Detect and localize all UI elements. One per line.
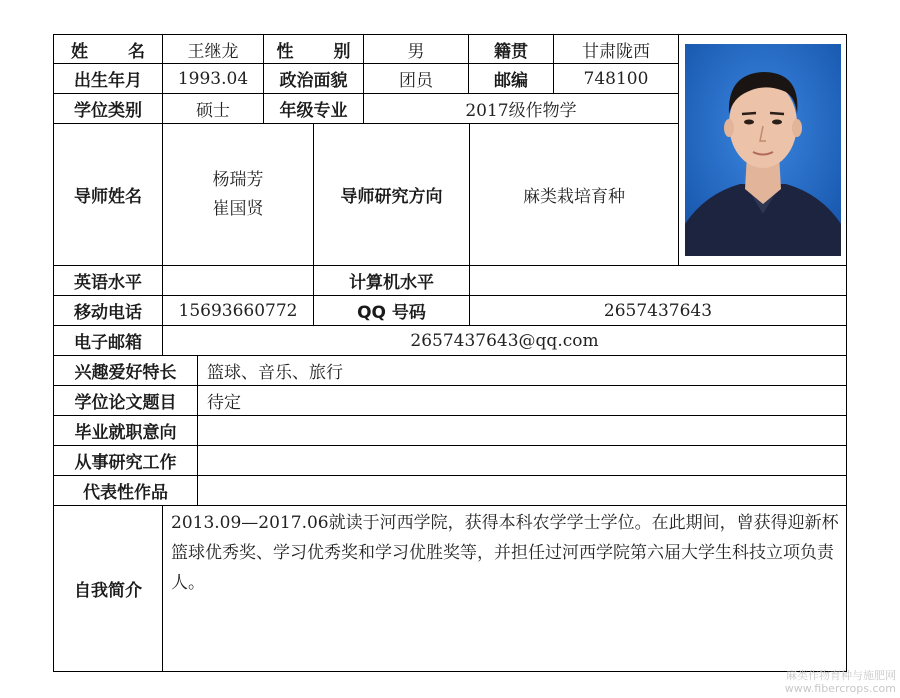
watermark-line-2: www.fibercrops.com [784,682,896,695]
intro-label: 自我简介 [53,505,163,672]
email-label: 电子邮箱 [53,325,163,356]
watermark-line-1: 麻类作物育种与施肥网 [786,669,896,682]
gender-label: 性 别 [263,34,364,64]
qq-value: 2657437643 [469,295,847,326]
advisor-direction-label: 导师研究方向 [313,123,470,266]
intro-text: 2013.09—2017.06就读于河西学院，获得本科农学学士学位。在此期间，曾获得迎新杯篮球优秀奖、学习优秀奖和学习优胜奖等，并担任过河西学院第六届大学生科技立项负责人。 [162,505,847,672]
watermark [785,669,896,695]
origin-label: 籍贯 [468,34,554,64]
career-value [197,415,847,446]
advisor-names [162,123,314,266]
thesis-label: 学位论文题目 [53,385,198,416]
research-value [197,445,847,476]
computer-label: 计算机水平 [313,265,470,296]
origin-value: 甘肃陇西 [553,34,679,64]
english-value [162,265,314,296]
grade-major-value: 2017级作物学 [363,93,679,124]
works-value [197,475,847,506]
political-value: 团员 [363,63,469,94]
hobbies-value: 篮球、音乐、旅行 [197,355,847,386]
political-label: 政治面貌 [263,63,364,94]
hobbies-label: 兴趣爱好特长 [53,355,198,386]
postcode-label: 邮编 [468,63,554,94]
english-label: 英语水平 [53,265,163,296]
name-value: 王继龙 [162,34,264,64]
profile-photo [685,44,841,256]
degree-label: 学位类别 [53,93,163,124]
phone-value: 15693660772 [162,295,314,326]
advisor-direction-value: 麻类栽培育种 [469,123,679,266]
photo-cell [678,34,847,266]
postcode-value: 748100 [553,63,679,94]
birth-label: 出生年月 [53,63,163,94]
birth-value: 1993.04 [162,63,264,94]
career-label: 毕业就职意向 [53,415,198,446]
gender-value: 男 [363,34,469,64]
degree-value: 硕士 [162,93,264,124]
name-label: 姓 名 [53,34,163,64]
computer-value [469,265,847,296]
resume-form [53,34,847,672]
advisor-name-2: 崔国贤 [212,198,264,219]
advisor-name-1: 杨瑞芳 [212,169,264,190]
works-label: 代表性作品 [53,475,198,506]
grade-major-label: 年级专业 [263,93,364,124]
phone-label: 移动电话 [53,295,163,326]
thesis-value: 待定 [197,385,847,416]
research-label: 从事研究工作 [53,445,198,476]
email-value: 2657437643@qq.com [162,325,847,356]
advisor-label: 导师姓名 [53,123,163,266]
qq-label: QQ 号码 [313,295,470,326]
